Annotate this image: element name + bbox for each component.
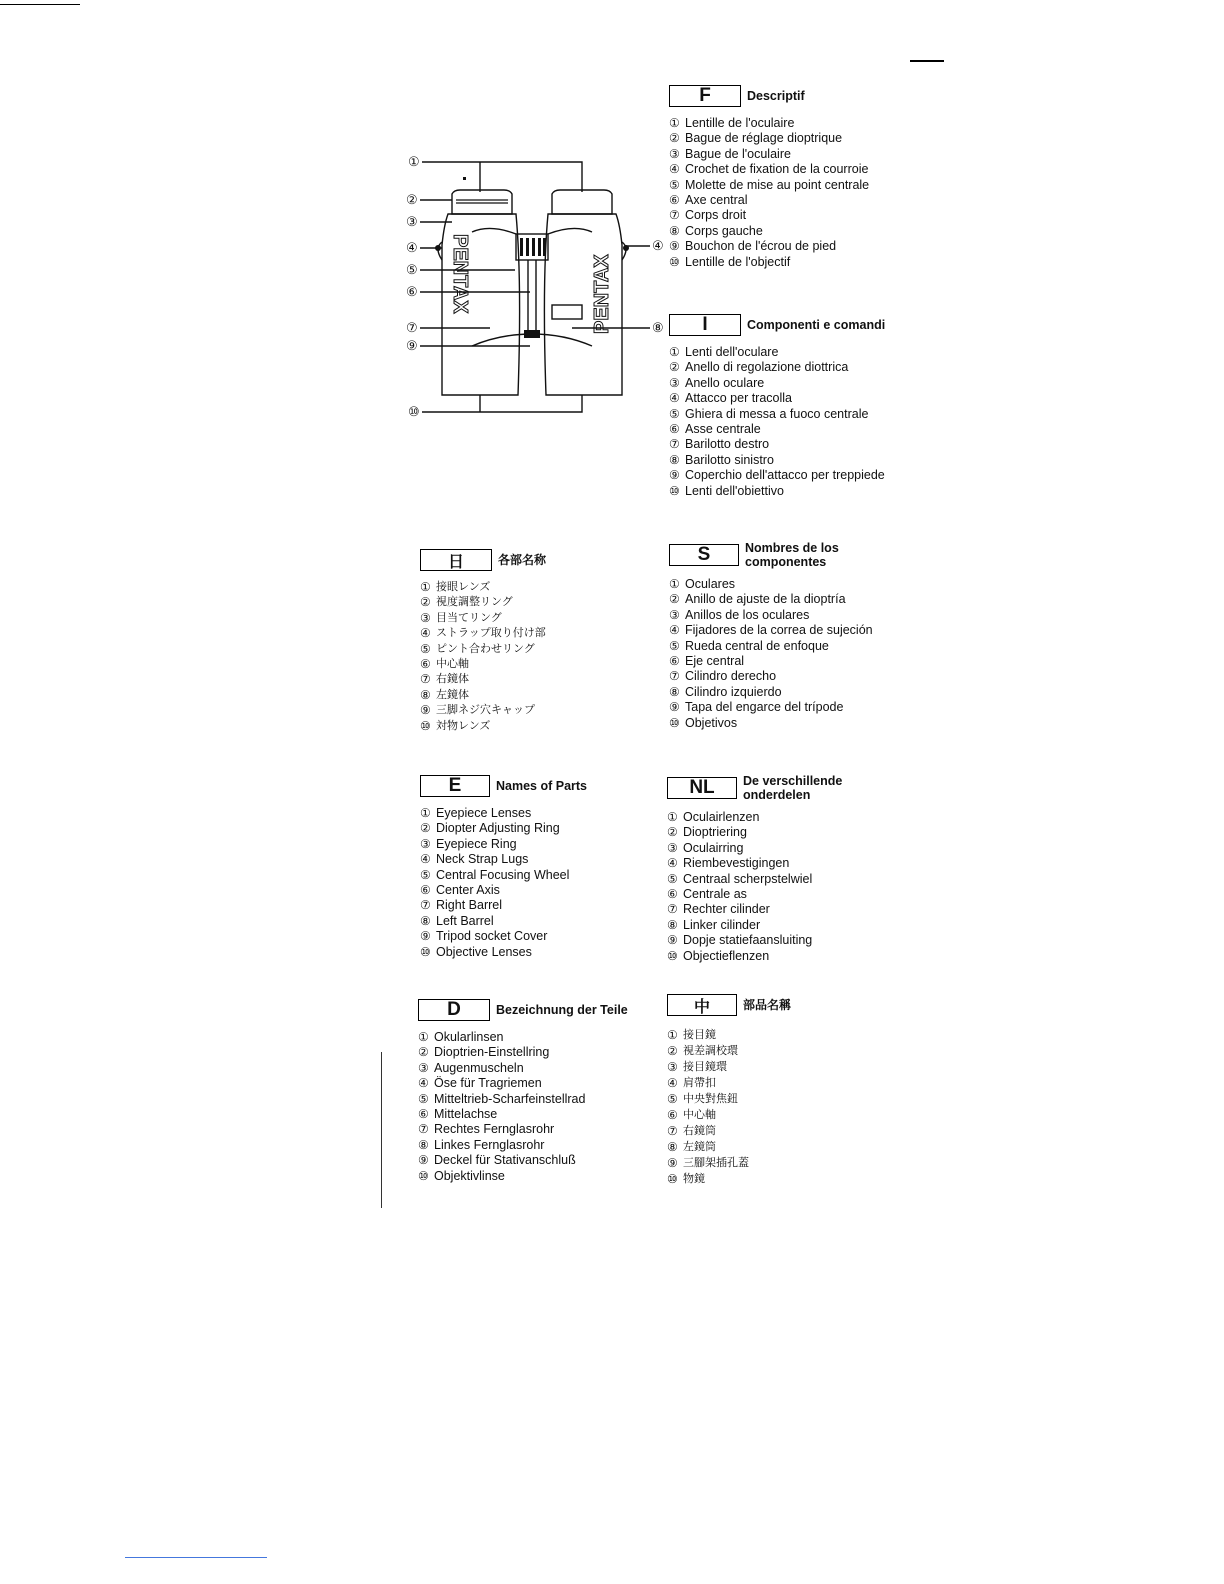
list-item: ⑨ Bouchon de l'écrou de pied [669, 239, 837, 254]
callout-5: ⑤ [406, 262, 418, 277]
strap-lug-dot-left [435, 245, 441, 251]
list-item: ① 接目鏡 [667, 1028, 716, 1042]
section-title: Names of Parts [496, 779, 588, 793]
list-item: ⑧ Cilindro izquierdo [669, 684, 782, 699]
list-item: ⑥ 中心軸 [420, 657, 469, 672]
list-item: ② 視差調校環 [667, 1044, 738, 1058]
list-item: ⑧ 左鏡体 [420, 687, 469, 702]
tripod-cap [524, 330, 540, 338]
left-barrel-top-curve [472, 228, 516, 234]
list-item: ⑨ Tripod socket Cover [420, 929, 548, 944]
brand-logo-left: PENTAX [449, 234, 471, 314]
list-item: ⑥ Mittelachse [418, 1107, 498, 1122]
list-item: ② Anillo de ajuste de la dioptría [669, 592, 846, 607]
language-badge: E [420, 775, 490, 797]
right-eyepiece [552, 190, 612, 214]
list-item: ① Eyepiece Lenses [420, 806, 532, 820]
list-item: ⑦ Corps droit [669, 208, 747, 223]
section-chinese [667, 993, 791, 1187]
scan-margin-line [381, 1052, 382, 1208]
section-english-header [420, 774, 587, 798]
parts-list [667, 810, 863, 964]
section-title: Componenti e comandi [747, 318, 886, 332]
list-item: ⑩ Lentille de l'objectif [669, 254, 791, 269]
list-item: ⑧ Barilotto sinistro [669, 452, 774, 467]
list-item: ⑩ 物鏡 [667, 1172, 705, 1186]
list-item: ④ Attacco per tracolla [669, 391, 792, 406]
list-item: ⑩ Objetivos [669, 715, 738, 730]
list-item: ⑤ Central Focusing Wheel [420, 867, 570, 882]
binocular-diagram [400, 150, 670, 425]
callout-4-right: ④ [652, 238, 664, 253]
section-japanese [420, 548, 546, 734]
section-italian [669, 313, 885, 499]
parts-list [669, 345, 885, 499]
brand-logo-right: PENTAX [591, 254, 613, 334]
section-dutch [667, 774, 863, 964]
language-badge: I [669, 314, 741, 336]
callout-1: ① [408, 154, 420, 169]
strap-lug-dot-right [623, 245, 629, 251]
callout-2: ② [406, 192, 418, 207]
list-item: ⑨ 三腳架插孔蓋 [667, 1156, 749, 1170]
list-item: ⑩ Objectieflenzen [667, 948, 770, 963]
list-item: ④ Riembevestigingen [667, 856, 790, 871]
list-item: ① Lenti dell'oculare [669, 345, 779, 359]
list-item: ⑨ Coperchio dell'attacco per treppiede [669, 468, 885, 483]
list-item: ③ Eyepiece Ring [420, 836, 517, 851]
callout-7: ⑦ [406, 320, 418, 335]
callout-8: ⑧ [652, 320, 664, 335]
list-item: ② Dioptriering [667, 825, 747, 840]
leader-line-1 [422, 162, 582, 192]
list-item: ② 視度調整リング [420, 595, 513, 610]
list-item: ④ Neck Strap Lugs [420, 852, 529, 867]
list-item: ⑨ Dopje statiefaansluiting [667, 933, 813, 948]
list-item: ① Oculares [669, 577, 736, 591]
list-item: ③ Augenmuscheln [418, 1060, 524, 1075]
language-badge: NL [667, 777, 737, 799]
left-eyepiece-dot [463, 177, 466, 180]
list-item: ⑥ Centrale as [667, 887, 747, 902]
section-spanish [669, 541, 873, 731]
list-item: ⑦ Right Barrel [420, 898, 502, 913]
list-item: ⑩ Objective Lenses [420, 944, 532, 959]
parts-list [420, 580, 546, 734]
section-chinese-header [667, 993, 791, 1017]
list-item: ② Anello di regolazione diottrica [669, 360, 849, 375]
language-badge: S [669, 544, 739, 566]
leader-line-10 [422, 395, 582, 412]
language-badge: 日 [420, 549, 492, 571]
section-title: De verschillende onderdelen [743, 774, 843, 802]
section-title: Bezeichnung der Teile [496, 1003, 628, 1017]
scan-rule-right [910, 60, 944, 62]
list-item: ⑦ Rechter cilinder [667, 902, 770, 917]
parts-list [669, 116, 869, 270]
left-eyepiece [452, 190, 512, 214]
callout-3: ③ [406, 214, 418, 229]
list-item: ④ Crochet de fixation de la courroie [669, 162, 869, 177]
list-item: ⑨ Deckel für Stativanschluß [418, 1153, 576, 1168]
list-item: ⑦ 右鏡体 [420, 672, 469, 687]
list-item: ⑥ Center Axis [420, 883, 500, 898]
list-item: ⑧ 左鏡筒 [667, 1140, 716, 1154]
section-title: 部品名稱 [743, 998, 792, 1012]
list-item: ③ 接目鏡環 [667, 1060, 727, 1074]
list-item: ② Dioptrien-Einstellring [418, 1045, 550, 1060]
list-item: ⑨ Tapa del engarce del trípode [669, 700, 844, 715]
section-spanish-header [669, 541, 873, 569]
list-item: ⑥ 中心軸 [667, 1108, 716, 1122]
list-item: ③ Oculairring [667, 840, 744, 855]
section-dutch-header [667, 774, 863, 802]
list-item: ⑦ 右鏡筒 [667, 1124, 716, 1138]
section-french [669, 84, 869, 270]
list-item: ⑥ Axe central [669, 193, 748, 208]
list-item: ⑨ 三脚ネジ穴キャップ [420, 703, 535, 718]
language-badge: D [418, 999, 490, 1021]
list-item: ⑩ Objektivlinse [418, 1168, 505, 1183]
list-item: ③ Anello oculare [669, 375, 765, 390]
section-german-header [418, 998, 628, 1022]
list-item: ⑤ ピント合わせリング [420, 641, 535, 656]
section-english [420, 774, 587, 960]
parts-list [420, 806, 587, 960]
list-item: ⑩ Lenti dell'obiettivo [669, 483, 784, 498]
right-barrel-plate [552, 305, 582, 319]
section-french-header [669, 84, 869, 108]
list-item: ④ Fijadores de la correa de sujeción [669, 623, 873, 638]
callout-10: ⑩ [408, 404, 420, 419]
list-item: ⑤ 中央對焦鈕 [667, 1092, 738, 1106]
list-item: ⑩ 対物レンズ [420, 718, 491, 733]
callout-9: ⑨ [406, 338, 418, 353]
list-item: ② Bague de réglage dioptrique [669, 131, 843, 146]
list-item: ⑧ Linker cilinder [667, 917, 761, 932]
list-item: ④ Öse für Tragriemen [418, 1076, 542, 1091]
list-item: ⑥ Asse centrale [669, 422, 761, 437]
parts-list [669, 577, 873, 731]
list-item: ① Lentille de l'oculaire [669, 116, 795, 130]
scan-rule-top [0, 4, 80, 5]
section-title: Descriptif [747, 89, 805, 103]
right-barrel-curve [532, 334, 592, 346]
list-item: ⑥ Eje central [669, 654, 745, 669]
section-title: Nombres de los componentes [745, 541, 839, 569]
right-barrel-top-curve [548, 228, 592, 234]
focus-wheel-ridge [520, 238, 523, 256]
list-item: ⑤ Rueda central de enfoque [669, 638, 829, 653]
list-item: ① Okularlinsen [418, 1030, 504, 1044]
scan-rule-bottom [125, 1557, 267, 1558]
list-item: ⑤ Mitteltrieb-Scharfeinstellrad [418, 1091, 586, 1106]
section-german [418, 998, 628, 1184]
list-item: ① Oculairlenzen [667, 810, 760, 824]
list-item: ⑧ Linkes Fernglasrohr [418, 1137, 545, 1152]
list-item: ③ Bague de l'oculaire [669, 146, 791, 161]
list-item: ④ ストラップ取り付け部 [420, 626, 546, 641]
list-item: ⑧ Left Barrel [420, 913, 494, 928]
callout-4-left: ④ [406, 240, 418, 255]
list-item: ⑤ Ghiera di messa a fuoco centrale [669, 406, 869, 421]
list-item: ④ 肩帶扣 [667, 1076, 716, 1090]
language-badge: 中 [667, 994, 737, 1016]
language-badge: F [669, 85, 741, 107]
callout-6: ⑥ [406, 284, 418, 299]
list-item: ① 接眼レンズ [420, 580, 491, 594]
list-item: ⑦ Rechtes Fernglasrohr [418, 1122, 555, 1137]
list-item: ⑤ Molette de mise au point centrale [669, 177, 870, 192]
section-title: 各部名称 [498, 553, 547, 567]
left-barrel-curve [472, 334, 532, 346]
section-japanese-header [420, 548, 546, 572]
list-item: ⑦ Cilindro derecho [669, 669, 777, 684]
list-item: ③ Anillos de los oculares [669, 607, 810, 622]
parts-list [418, 1030, 628, 1184]
list-item: ⑧ Corps gauche [669, 223, 763, 238]
list-item: ⑤ Centraal scherpstelwiel [667, 871, 813, 886]
parts-list [667, 1027, 791, 1187]
list-item: ⑦ Barilotto destro [669, 437, 770, 452]
list-item: ③ 目当てリング [420, 610, 502, 625]
section-italian-header [669, 313, 885, 337]
list-item: ② Diopter Adjusting Ring [420, 821, 560, 836]
